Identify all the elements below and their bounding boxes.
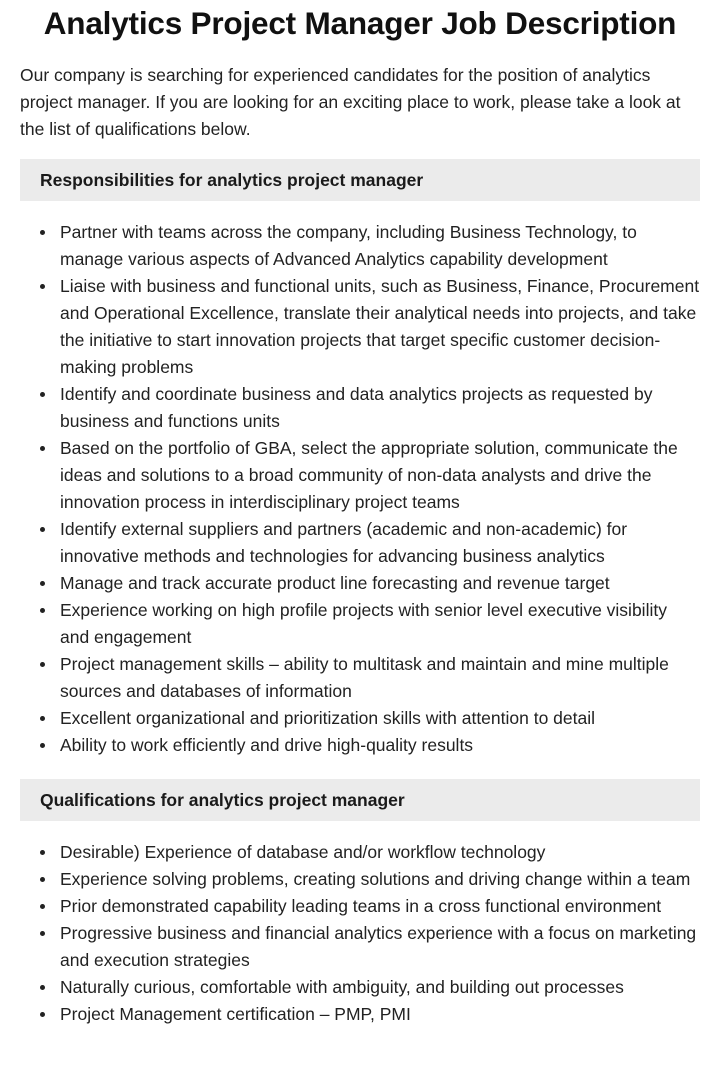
responsibilities-heading: Responsibilities for analytics project manager: [20, 159, 700, 201]
list-item: Identify external suppliers and partners (academic and non-academic) for innovative methods and technologies for advancing business analytics: [60, 516, 700, 570]
list-item: Experience working on high profile projects with senior level executive visibility and engagement: [60, 597, 700, 651]
list-item: Ability to work efficiently and drive high-quality results: [60, 732, 700, 759]
list-item: Project management skills – ability to multitask and maintain and mine multiple sources and databases of information: [60, 651, 700, 705]
list-item: Based on the portfolio of GBA, select the appropriate solution, communicate the ideas and solutions to a broad community of non-data analysts and drive the innovation process in interdisciplinary project teams: [60, 435, 700, 516]
qualifications-heading: Qualifications for analytics project manager: [20, 779, 700, 821]
list-item: Identify and coordinate business and data analytics projects as requested by business and functions units: [60, 381, 700, 435]
list-item: Partner with teams across the company, including Business Technology, to manage various aspects of Advanced Analytics capability development: [60, 219, 700, 273]
list-item: Excellent organizational and prioritization skills with attention to detail: [60, 705, 700, 732]
page-title: Analytics Project Manager Job Description: [43, 5, 677, 41]
intro-paragraph: Our company is searching for experienced candidates for the position of analytics project manager. If you are looking for an exciting place to work, please take a look at the list of qualifications below.: [20, 65, 681, 139]
responsibilities-list: [20, 219, 700, 759]
list-item: Experience solving problems, creating solutions and driving change within a team: [60, 866, 700, 893]
list-item: Progressive business and financial analytics experience with a focus on marketing and execution strategies: [60, 920, 700, 974]
qualifications-list: [20, 839, 700, 1028]
list-item: Prior demonstrated capability leading teams in a cross functional environment: [60, 893, 700, 920]
list-item: Naturally curious, comfortable with ambiguity, and building out processes: [60, 974, 700, 1001]
list-item: Manage and track accurate product line forecasting and revenue target: [60, 570, 700, 597]
list-item: Project Management certification – PMP, PMI: [60, 1001, 700, 1028]
list-item: Desirable) Experience of database and/or workflow technology: [60, 839, 700, 866]
list-item: Liaise with business and functional units, such as Business, Finance, Procurement and Operational Excellence, translate their analytical needs into projects, and take the initiative to start innovation projects that target specific customer decision-making problems: [60, 273, 700, 381]
